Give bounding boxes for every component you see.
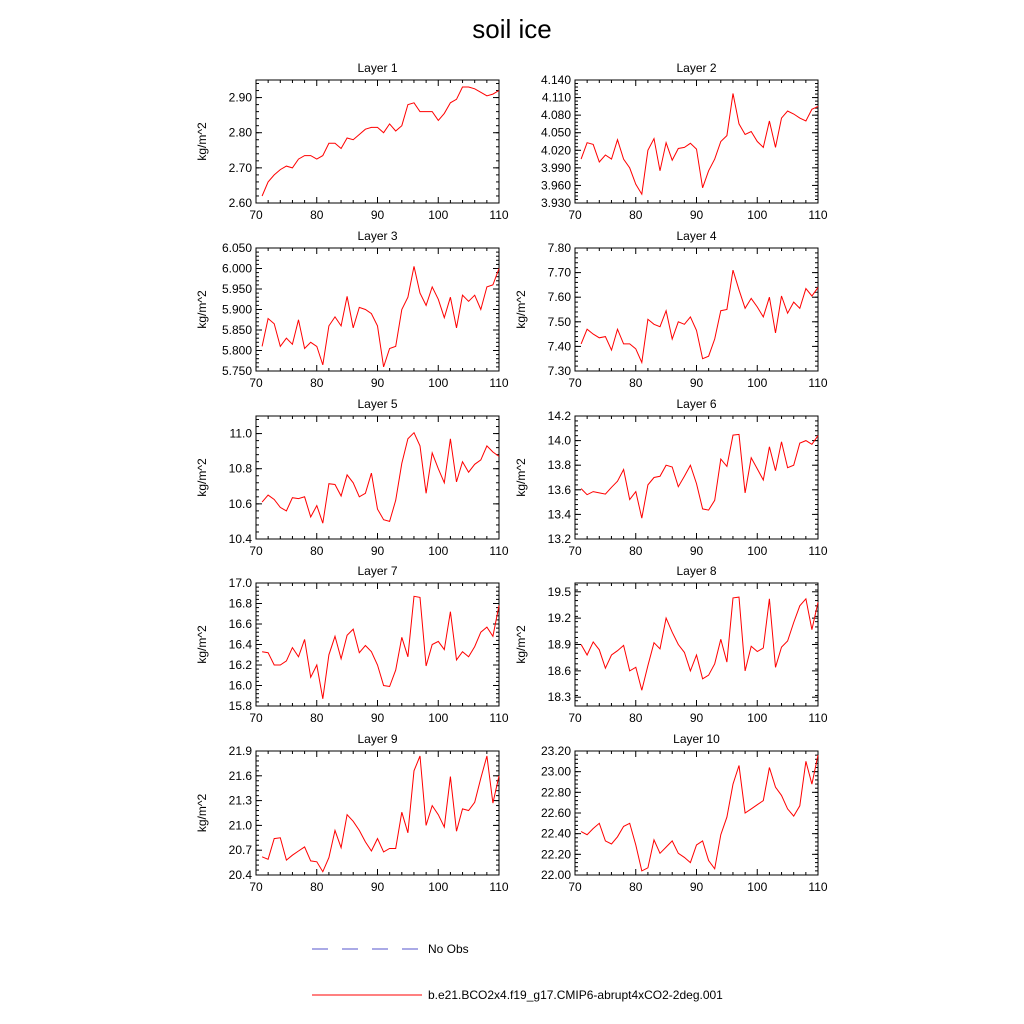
x-tick-label: 90: [370, 376, 385, 390]
x-tick-label: 80: [310, 544, 324, 558]
x-tick-label: 110: [489, 544, 509, 558]
x-tick-label: 100: [747, 711, 768, 725]
y-tick-label: 5.900: [221, 302, 252, 317]
y-axis-title: kg/m^2: [514, 625, 528, 664]
series-line: [581, 597, 818, 690]
panels-group: [195, 61, 828, 894]
y-tick-label: 22.40: [540, 826, 571, 841]
y-axis-title: kg/m^2: [195, 793, 209, 833]
y-tick-label: 3.930: [540, 196, 571, 210]
x-tick-label: 110: [808, 544, 828, 558]
panel-2: [541, 61, 828, 222]
x-tick-label: 80: [629, 208, 643, 222]
panel-7: [195, 564, 509, 725]
x-tick-label: 110: [489, 208, 509, 222]
y-tick-label: 4.020: [540, 143, 571, 158]
x-tick-label: 80: [629, 544, 643, 558]
x-tick-label: 90: [370, 208, 385, 222]
x-tick-label: 80: [310, 208, 324, 222]
x-tick-label: 70: [568, 711, 582, 725]
x-tick-label: 100: [747, 376, 768, 390]
plot-frame: [575, 416, 818, 539]
y-tick-label: 22.60: [540, 806, 571, 820]
panel-3: [195, 229, 509, 390]
y-tick-label: 22.80: [540, 785, 571, 800]
y-tick-label: 20.7: [228, 843, 252, 858]
panel-8: [514, 564, 828, 725]
y-tick-label: 5.850: [221, 323, 252, 337]
y-tick-label: 3.990: [540, 160, 571, 175]
y-tick-label: 2.60: [228, 196, 252, 210]
y-tick-label: 6.050: [221, 241, 252, 255]
panel-title: Layer 4: [676, 229, 717, 243]
x-tick-label: 80: [310, 880, 324, 894]
y-tick-label: 18.9: [547, 637, 571, 652]
y-axis-title: kg/m^2: [195, 290, 209, 329]
x-tick-label: 90: [370, 880, 385, 894]
x-tick-label: 110: [808, 711, 828, 725]
panel-title: Layer 6: [676, 397, 717, 411]
x-tick-label: 100: [428, 208, 449, 222]
series-line: [581, 755, 818, 871]
x-tick-label: 90: [370, 544, 385, 558]
y-axis-title: kg/m^2: [195, 625, 209, 664]
x-tick-label: 90: [689, 376, 704, 390]
plot-frame: [575, 248, 818, 371]
y-tick-label: 2.70: [228, 160, 252, 175]
panel-title: Layer 9: [357, 732, 398, 746]
plot-frame: [575, 80, 818, 203]
y-tick-label: 21.0: [228, 818, 252, 833]
panel-4: [514, 229, 828, 390]
plot-frame: [256, 416, 499, 539]
panel-title: Layer 10: [673, 732, 720, 746]
x-tick-label: 70: [568, 880, 582, 894]
panel-title: Layer 3: [357, 229, 398, 243]
y-tick-label: 23.20: [540, 744, 571, 758]
x-tick-label: 100: [747, 208, 768, 222]
y-tick-label: 19.2: [547, 611, 571, 626]
x-tick-label: 80: [629, 880, 643, 894]
y-tick-label: 4.080: [540, 108, 571, 123]
y-tick-label: 4.050: [540, 125, 571, 140]
plot-frame: [575, 751, 818, 875]
panel-9: [195, 732, 509, 894]
legend-label-model: b.e21.BCO2x4.f19_g17.CMIP6-abrupt4xCO2-2deg.001: [428, 988, 723, 1002]
plot-frame: [575, 583, 818, 706]
panel-title: Layer 8: [676, 564, 717, 578]
y-tick-label: 7.40: [547, 339, 571, 354]
x-tick-label: 90: [370, 711, 385, 725]
plot-frame: [256, 583, 499, 706]
series-line: [581, 434, 818, 518]
plot-frame: [256, 80, 499, 203]
y-tick-label: 2.80: [228, 125, 252, 140]
y-tick-label: 3.960: [540, 178, 571, 193]
panel-title: Layer 1: [357, 61, 398, 75]
plot-frame: [256, 248, 499, 371]
x-tick-label: 90: [689, 208, 704, 222]
y-axis-title: kg/m^2: [514, 290, 528, 329]
x-tick-label: 90: [689, 711, 704, 725]
panel-title: Layer 2: [676, 61, 717, 75]
series-line: [262, 266, 499, 367]
x-tick-label: 70: [249, 376, 263, 390]
panel-title: Layer 5: [357, 397, 398, 411]
y-tick-label: 18.6: [547, 663, 571, 678]
x-tick-label: 90: [689, 880, 704, 894]
y-tick-label: 21.9: [228, 744, 252, 758]
y-tick-label: 22.00: [540, 868, 571, 882]
y-tick-label: 5.800: [221, 343, 252, 358]
y-tick-label: 22.20: [540, 847, 571, 862]
legend: [312, 942, 723, 1002]
x-tick-label: 110: [489, 711, 509, 725]
legend-label-no-obs: No Obs: [428, 942, 469, 956]
series-line: [581, 270, 818, 362]
series-line: [262, 596, 499, 699]
x-tick-label: 70: [568, 544, 582, 558]
x-tick-label: 70: [249, 880, 263, 894]
series-line: [262, 433, 499, 524]
y-tick-label: 20.4: [228, 868, 252, 882]
y-tick-label: 14.0: [547, 433, 571, 448]
panel-10: [541, 732, 828, 894]
x-tick-label: 100: [428, 376, 449, 390]
y-tick-label: 5.750: [221, 364, 252, 378]
y-tick-label: 16.4: [228, 637, 252, 652]
y-tick-label: 6.000: [221, 261, 252, 276]
y-tick-label: 7.60: [547, 290, 571, 305]
series-line: [262, 87, 499, 196]
y-tick-label: 23.00: [540, 764, 571, 779]
y-tick-label: 5.950: [221, 282, 252, 296]
x-tick-label: 80: [310, 376, 324, 390]
y-tick-label: 19.5: [547, 584, 571, 599]
x-tick-label: 100: [747, 880, 768, 894]
x-tick-label: 100: [428, 544, 449, 558]
y-tick-label: 16.6: [228, 617, 252, 631]
x-tick-label: 110: [808, 376, 828, 390]
x-tick-label: 70: [249, 208, 263, 222]
y-tick-label: 14.2: [547, 409, 571, 423]
x-tick-label: 80: [629, 376, 643, 390]
y-tick-label: 7.30: [547, 364, 571, 378]
y-tick-label: 18.3: [547, 690, 571, 705]
series-line: [262, 756, 499, 872]
y-tick-label: 7.70: [547, 265, 571, 280]
x-tick-label: 100: [428, 880, 449, 894]
series-line: [581, 94, 818, 195]
x-tick-label: 90: [689, 544, 704, 558]
y-tick-label: 13.4: [547, 507, 571, 522]
y-tick-label: 13.6: [547, 482, 571, 497]
y-tick-label: 17.0: [228, 576, 252, 590]
y-tick-label: 21.6: [228, 768, 252, 783]
y-tick-label: 16.2: [228, 658, 252, 672]
x-tick-label: 110: [808, 208, 828, 222]
y-tick-label: 2.90: [228, 90, 252, 105]
panel-title: Layer 7: [357, 564, 398, 578]
x-tick-label: 80: [310, 711, 324, 725]
x-tick-label: 70: [249, 711, 263, 725]
x-tick-label: 70: [568, 208, 582, 222]
y-tick-label: 11.0: [229, 426, 252, 441]
panel-1: [195, 61, 509, 222]
x-tick-label: 110: [489, 376, 509, 390]
panel-6: [514, 397, 828, 558]
x-tick-label: 110: [489, 880, 509, 894]
y-tick-label: 13.8: [547, 458, 571, 473]
y-tick-label: 16.0: [228, 678, 252, 693]
plot-frame: [256, 751, 499, 875]
y-tick-label: 13.2: [547, 532, 571, 546]
x-tick-label: 80: [629, 711, 643, 725]
panel-5: [195, 397, 509, 558]
y-tick-label: 7.50: [547, 314, 571, 329]
y-tick-label: 4.140: [540, 73, 571, 87]
y-tick-label: 21.3: [228, 793, 252, 808]
x-tick-label: 70: [568, 376, 582, 390]
y-tick-label: 10.8: [228, 461, 252, 476]
x-tick-label: 70: [249, 544, 263, 558]
x-tick-label: 100: [747, 544, 768, 558]
y-axis-title: kg/m^2: [514, 458, 528, 497]
y-tick-label: 10.4: [228, 532, 252, 546]
y-tick-label: 7.80: [547, 241, 571, 255]
y-axis-title: kg/m^2: [195, 458, 209, 497]
y-tick-label: 15.8: [228, 699, 252, 713]
y-tick-label: 16.8: [228, 596, 252, 611]
x-tick-label: 110: [808, 880, 828, 894]
y-tick-label: 10.6: [228, 496, 252, 511]
y-tick-label: 4.110: [541, 90, 571, 105]
chart-title: soil ice: [472, 14, 552, 44]
y-axis-title: kg/m^2: [195, 122, 209, 161]
x-tick-label: 100: [428, 711, 449, 725]
